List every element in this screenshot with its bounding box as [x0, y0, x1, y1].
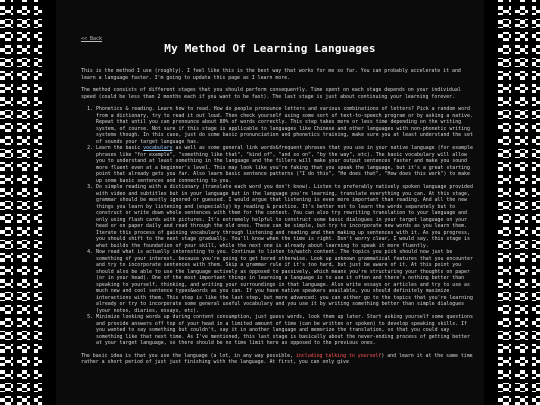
back-link[interactable]: << Back: [81, 36, 103, 42]
step-item: 5. Minimize looking words up during content consumption, just guess words, look them up later. Start asking yourself some questions and provide answers off top of your head in a limited amount of time (can be written or spoken) to develop speaking skills. If you wanted to say something but couldn't, say it in another language and memorize the translation, so that you could say something like that next time. As I've mentioned, this last stage is basically about the never-ending process of getting better at your target language, so there should be no time limit here as opposed to the previous ones.: [96, 314, 473, 347]
right-pixel-pattern: [498, 0, 540, 405]
closing-text: The basic idea is that you use the language (a lot, in any way possible,: [81, 352, 296, 359]
closing-text: ) and learn it at the same time rather a short period of just just finishing with the language. At first, you can only give: [81, 352, 473, 365]
step-item: 3. Do simple reading with a dictionary (translate each word you don't know). Listen to preferably natively spoken language provided with video and subtitles but in your language but in the language you're learning, translate everything you can. At this stage, grammar should be mostly ignored or guessed. I would argue that listening is even more important than reading. And all the new things you learn by listening and (especially) by reading & practice. It's better not to learn the words separately but to construct or write down whole sentences with them for the context. You can also try rewriting translation to your language and only using flash cards with pictures. It's extremely helpful to construct some basic dialogues in your target language on your head or on paper daily and read through the old ones. These can be simple, but try to incorporate new words as you learn them. Iterate this process of gaining vocabulary through listening and reading and then making up sentences with it. As you progress, you should shift to the next stage gradually. You'll know when the time is right. Don't worry clear, I would say, this stage is what builds the foundation of your skill, while the next one is already about learning to speak it more fluently.: [96, 184, 473, 249]
step-text: Learn the basic: [96, 145, 144, 151]
talking-to-yourself-link[interactable]: including talking to yourself: [295, 352, 382, 359]
intro-paragraph: This is the method I use (roughly). I feel like this is the best way that works for me so far. You can probably accelerate it and learn a language faster. I'm going to update this page as I learn more.: [81, 68, 461, 81]
step-text: as well as some general link words&frequent phrases that you use in your native language (for example phrases like "for example", "something like that", "kind of", "and so on", "by the way", etc). The basic vocabulary will allow you to understand at least something in the language and the fillers will make your output sentences faster and make you sound more fluent even at a beginner's level. This may look like you're faking that you speak the language, but it's a great starting point that already gets you far. Also learn basic sentence patterns ("I do this", "He does that", "How does this work") to make up some basic sentences and connecting to you.: [96, 145, 473, 184]
step-item: 4. Now read what is actually interesting to you. Continue to listen to/watch content. The topics you pick should now just be something of your interest, because you're going to get bored otherwise. Look up unknown grammatical features that you encounter and try to incorporate sentences with them. Skip a grammar rule if it's too hard, but just be aware of it. At this point you should also be able to use the language actively as opposed to passively, which means you're structuring your thoughts on paper (or in your head). One of the most important things in learning a language is to use it often and there's nothing better than speaking to yourself, thinking, and writing your surroundings in that language. Also write essays or articles and try to use as much new and cool sentence types&words as you can. If you have native speakers available, you should definitely maximize interactions with them. This step is like the last step, but more advanced: you can either go to the topics that you're learning already or try to incorporate some general useful vocabulary and you use it by writing something better than simple dialogues (your notes, diaries, essays, etc).: [96, 249, 473, 314]
steps-list: [81, 106, 473, 347]
step-item: [96, 145, 473, 184]
vocabulary-link[interactable]: vocabulary: [143, 145, 173, 151]
left-pixel-pattern: [0, 0, 42, 405]
closing-paragraph: [81, 353, 473, 366]
stages-intro-paragraph: The method consists of different stages that you should perform consequently. Time spent on each stage depends on your individual speed (could be less than 2 months each if you want to be fast). The last stage is just about continuing your learning forever.: [81, 87, 461, 100]
article-body: [81, 68, 473, 372]
step-item: 1. Phonetics & reading. Learn how to read. How do people pronounce letters and various combinations of letters? Pick a random word from a dictionary, try to read it out loud. Then check yourself using some sort of text-to-speech program or by asking a native. Repeat that until you can pronounce about 80% of words correctly. This step takes more or less time depending on the writing system, of course. Not sure if this stage is applicable to languages like Chinese and other languages with non-phonetic writing systems though. In this case, just do some basic pronunciation and phonetics training, make sure you at least understand the set of sounds your target language has.: [96, 106, 473, 145]
article-panel: [56, 0, 484, 405]
page-title: My Method Of Learning Languages: [164, 42, 376, 55]
